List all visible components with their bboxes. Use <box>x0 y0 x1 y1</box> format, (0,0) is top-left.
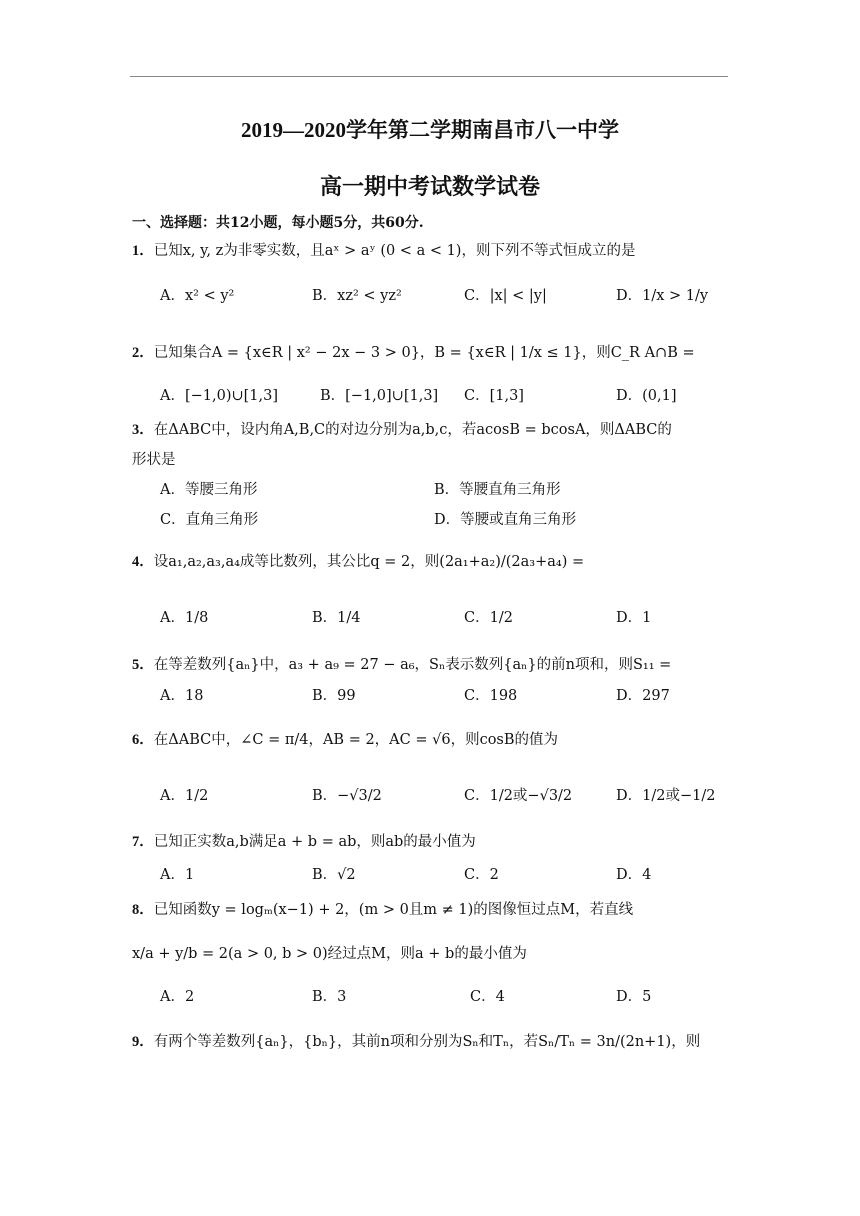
question-4: 4．设a₁,a₂,a₃,a₄成等比数列，其公比q = 2，则(2a₁+a₂)/(2a₃+a₄) = <box>132 554 585 570</box>
q1-option-d: D．1/x > 1/y <box>616 288 709 304</box>
q2-option-a: A．[−1,0)∪[1,3] <box>160 388 279 404</box>
q4-option-c: C．1/2 <box>464 610 513 626</box>
q4-option-a: A．1/8 <box>160 610 209 626</box>
question-3-text: 在ΔABC中，设内角A,B,C的对边分别为a,b,c，若acosB = bcosA，则ΔABC的 <box>153 422 672 438</box>
question-8-text: 已知函数y = logₘ(x−1) + 2，(m > 0且m ≠ 1)的图像恒过点M，若直线 <box>153 902 634 918</box>
question-4-text: 设a₁,a₂,a₃,a₄成等比数列，其公比q = 2，则(2a₁+a₂)/(2a₃+a₄) = <box>153 554 585 570</box>
q5-option-c: C．198 <box>464 688 518 704</box>
q7-option-b: B．√2 <box>312 867 356 883</box>
exam-title-line2: 高一期中考试数学试卷 <box>319 174 540 200</box>
question-2: 2．已知集合A = {x∈R | x² − 2x − 3 > 0}，B = {x∈R | 1/x ≤ 1}，则C_R A∩B = <box>132 345 695 361</box>
q6-option-c: C．1/2或−√3/2 <box>464 788 573 804</box>
question-6: 6．在ΔABC中，∠C = π/4，AB = 2，AC = √6，则cosB的值为 <box>132 732 559 748</box>
q1-option-c: C．|x| < |y| <box>464 288 547 304</box>
question-8-text-cont: x/a + y/b = 2(a > 0, b > 0)经过点M，则a + b的最小值为 <box>132 946 527 962</box>
question-7-text: 已知正实数a,b满足a + b = ab，则ab的最小值为 <box>153 834 476 850</box>
q2-option-d: D．(0,1] <box>616 388 677 404</box>
q5-option-b: B．99 <box>312 688 356 704</box>
question-7: 7．已知正实数a,b满足a + b = ab，则ab的最小值为 <box>132 834 476 850</box>
q6-option-b: B．−√3/2 <box>312 788 382 804</box>
q6-option-a: A．1/2 <box>160 788 209 804</box>
q8-option-c: C．4 <box>470 989 505 1005</box>
question-3-text-cont: 形状是 <box>132 452 176 468</box>
q5-option-a: A．18 <box>160 688 204 704</box>
section-heading: 一、选择题：共12小题，每小题5分，共60分. <box>132 215 424 231</box>
q4-option-d: D．1 <box>616 610 652 626</box>
question-5-text: 在等差数列{aₙ}中，a₃ + a₉ = 27 − a₆，Sₙ表示数列{aₙ}的前n项和，则S₁₁ = <box>153 657 672 673</box>
top-rule <box>130 76 728 77</box>
q3-option-c: C．直角三角形 <box>160 512 259 528</box>
q3-option-a: A．等腰三角形 <box>160 482 258 498</box>
exam-title-line1: 2019—2020学年第二学期南昌市八一中学 <box>241 118 619 142</box>
q2-option-c: C．[1,3] <box>464 388 524 404</box>
question-6-text: 在ΔABC中，∠C = π/4，AB = 2，AC = √6，则cosB的值为 <box>153 732 559 748</box>
question-1: 1．已知x, y, z为非零实数，且aˣ > aʸ (0 < a < 1)，则下列不等式恒成立的是 <box>132 243 636 259</box>
question-9-text: 有两个等差数列{aₙ}，{bₙ}，其前n项和分别为Sₙ和Tₙ，若Sₙ/Tₙ = 3n/(2n+1)，则 <box>153 1034 701 1050</box>
q3-option-d: D．等腰或直角三角形 <box>434 512 577 528</box>
q4-option-b: B．1/4 <box>312 610 361 626</box>
q3-option-b: B．等腰直角三角形 <box>434 482 561 498</box>
q8-option-b: B．3 <box>312 989 347 1005</box>
question-9: 9．有两个等差数列{aₙ}，{bₙ}，其前n项和分别为Sₙ和Tₙ，若Sₙ/Tₙ = 3n/(2n+1)，则 <box>132 1034 701 1050</box>
question-3: 3．在ΔABC中，设内角A,B,C的对边分别为a,b,c，若acosB = bcosA，则ΔABC的 <box>132 422 672 438</box>
q2-option-b: B．[−1,0]∪[1,3] <box>320 388 439 404</box>
q1-option-b: B．xz² < yz² <box>312 288 402 304</box>
q7-option-c: C．2 <box>464 867 499 883</box>
question-1-text: 已知x, y, z为非零实数，且aˣ > aʸ (0 < a < 1)，则下列不等式恒成立的是 <box>153 243 636 259</box>
q5-option-d: D．297 <box>616 688 670 704</box>
question-5: 5．在等差数列{aₙ}中，a₃ + a₉ = 27 − a₆，Sₙ表示数列{aₙ}的前n项和，则S₁₁ = <box>132 657 672 673</box>
q8-option-a: A．2 <box>160 989 195 1005</box>
q8-option-d: D．5 <box>616 989 652 1005</box>
q7-option-d: D．4 <box>616 867 652 883</box>
question-2-text: 已知集合A = {x∈R | x² − 2x − 3 > 0}，B = {x∈R | 1/x ≤ 1}，则C_R A∩B = <box>153 345 695 361</box>
q7-option-a: A．1 <box>160 867 195 883</box>
q6-option-d: D．1/2或−1/2 <box>616 788 716 804</box>
q1-option-a: A．x² < y² <box>160 288 235 304</box>
question-8: 8．已知函数y = logₘ(x−1) + 2，(m > 0且m ≠ 1)的图像恒过点M，若直线 <box>132 902 634 918</box>
